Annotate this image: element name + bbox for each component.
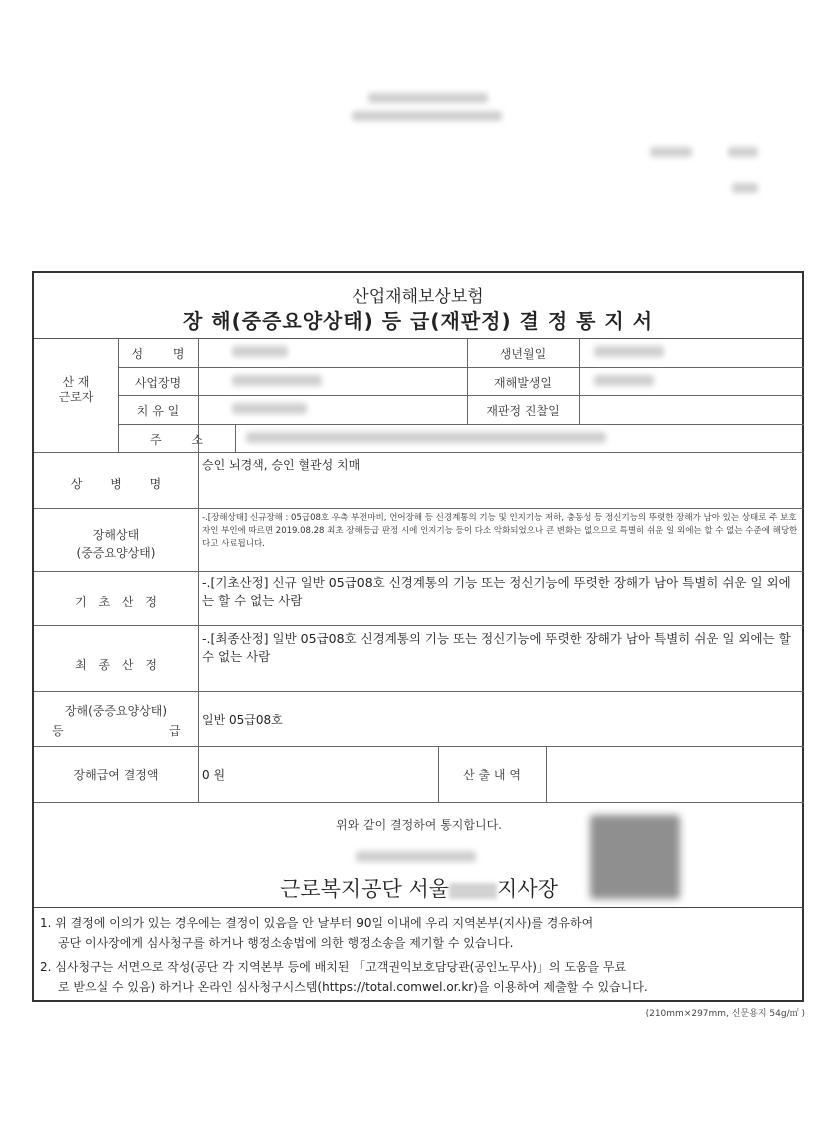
name-label: 성 명: [131, 347, 185, 361]
basic-calc-label: 기 초 산 정: [75, 595, 157, 609]
birth-date-label: 생년월일: [499, 347, 547, 361]
payment-label: 장해급여 결정액: [73, 768, 159, 782]
redacted-date: [356, 851, 476, 862]
redacted-cure-date: [232, 403, 307, 414]
grade-label-line2b: 급: [169, 724, 181, 738]
state-label-line2: (중증요양상태): [76, 546, 156, 560]
payment-value: 0 원: [202, 768, 226, 782]
redacted-address-line1: [368, 93, 488, 103]
final-calc-value: -.[최종산정] 일반 05급08호 신경계통의 기능 또는 정신기능에 뚜렷한 장해가 남아 특별히 쉬운 일 외에는 할 수 없는 사람: [202, 631, 791, 664]
grade-value: 일반 05급08호: [202, 713, 283, 727]
issuer-suffix: 지사장: [497, 877, 558, 901]
redacted-branch: [449, 883, 497, 899]
state-label-line1: 장해상태: [92, 528, 140, 542]
note-line4: 로 받으실 수 있음) 하거나 온라인 심사청구시스템(https://total.comwel.or.kr)을 이용하여 제출할 수 있습니다.: [58, 980, 648, 994]
worker-group-label: 산 재 근로자: [58, 375, 94, 404]
note-line2: 공단 이사장에게 심사청구를 하거나 행정소송법에 의한 행정소송을 제기할 수 있습니다.: [58, 936, 514, 950]
redacted-name: [232, 346, 288, 357]
grade-label-line1: 장해(중증요양상태): [64, 704, 168, 718]
disease-label: 상 병 명: [70, 477, 162, 491]
final-calc-label: 최 종 산 정: [75, 658, 157, 672]
redacted-birth-date: [594, 346, 664, 357]
redacted-contact-3: [732, 183, 758, 193]
official-seal: [590, 815, 680, 899]
redacted-accident-date: [594, 375, 654, 386]
document-title: 산업재해보상보험: [352, 287, 484, 307]
disease-value: 승인 뇌경색, 승인 혈관성 치매: [202, 458, 361, 472]
cure-date-label: 치 유 일: [136, 404, 180, 418]
note-line1: 1. 위 결정에 이의가 있는 경우에는 결정이 있음을 안 날부터 90일 이내에 우리 지역본부(지사)를 경유하여: [40, 916, 594, 930]
decision-notice: 위와 같이 결정하여 통지합니다.: [336, 818, 502, 832]
accident-date-label: 재해발생일: [494, 376, 552, 390]
redacted-contact-1: [650, 147, 692, 157]
grade-label-line2a: 등: [52, 724, 64, 738]
redacted-address-line2: [352, 111, 502, 121]
address-label: 주 소: [150, 433, 203, 447]
redacted-address: [246, 432, 606, 443]
exam-date-label: 재판정 진찰일: [486, 404, 560, 418]
issuer-prefix: 근로복지공단 서울: [280, 877, 450, 901]
state-value: -.[장해상태] 신규장해 : 05급08호 우측 부전마비, 언어장해 등 신경계통의 기능 및 인지기능 저하, 충동성 등 정신기능의 뚜렷한 장해가 남아 있는 상태로 주 보호자인 부인에 따르면 2019.08.28 최초 장해등급 판정 시에 인지기능 등이 다소 악화되었으나 큰 변화는 없으므로 특별히 쉬운 일 외에는 할 수 없는 수준에 해당한다고 사료됩니다.: [202, 513, 798, 549]
redacted-contact-2: [728, 147, 758, 157]
notice-document: [32, 271, 804, 1002]
redacted-company: [232, 375, 322, 386]
note-line3: 2. 심사청구는 서면으로 작성(공단 각 지역본부 등에 배치된 「고객권익보호담당관(공인노무사)」의 도움을 무료: [40, 960, 627, 974]
company-label: 사업장명: [134, 376, 182, 390]
issuer-line: [34, 873, 804, 903]
paper-spec-footer: (210mm×297mm, 신문용지 54g/㎡ ): [645, 1009, 805, 1019]
calc-detail-label: 산 출 내 역: [463, 768, 521, 782]
basic-calc-value: -.[기초산정] 신규 일반 05급08호 신경계통의 기능 또는 정신기능에 뚜렷한 장해가 남아 특별히 쉬운 일 외에는 할 수 없는 사람: [202, 575, 791, 608]
document-header: [34, 273, 802, 339]
document-subtitle: 장 해(중증요양상태) 등 급(재판정) 결 정 통 지 서: [182, 309, 654, 333]
